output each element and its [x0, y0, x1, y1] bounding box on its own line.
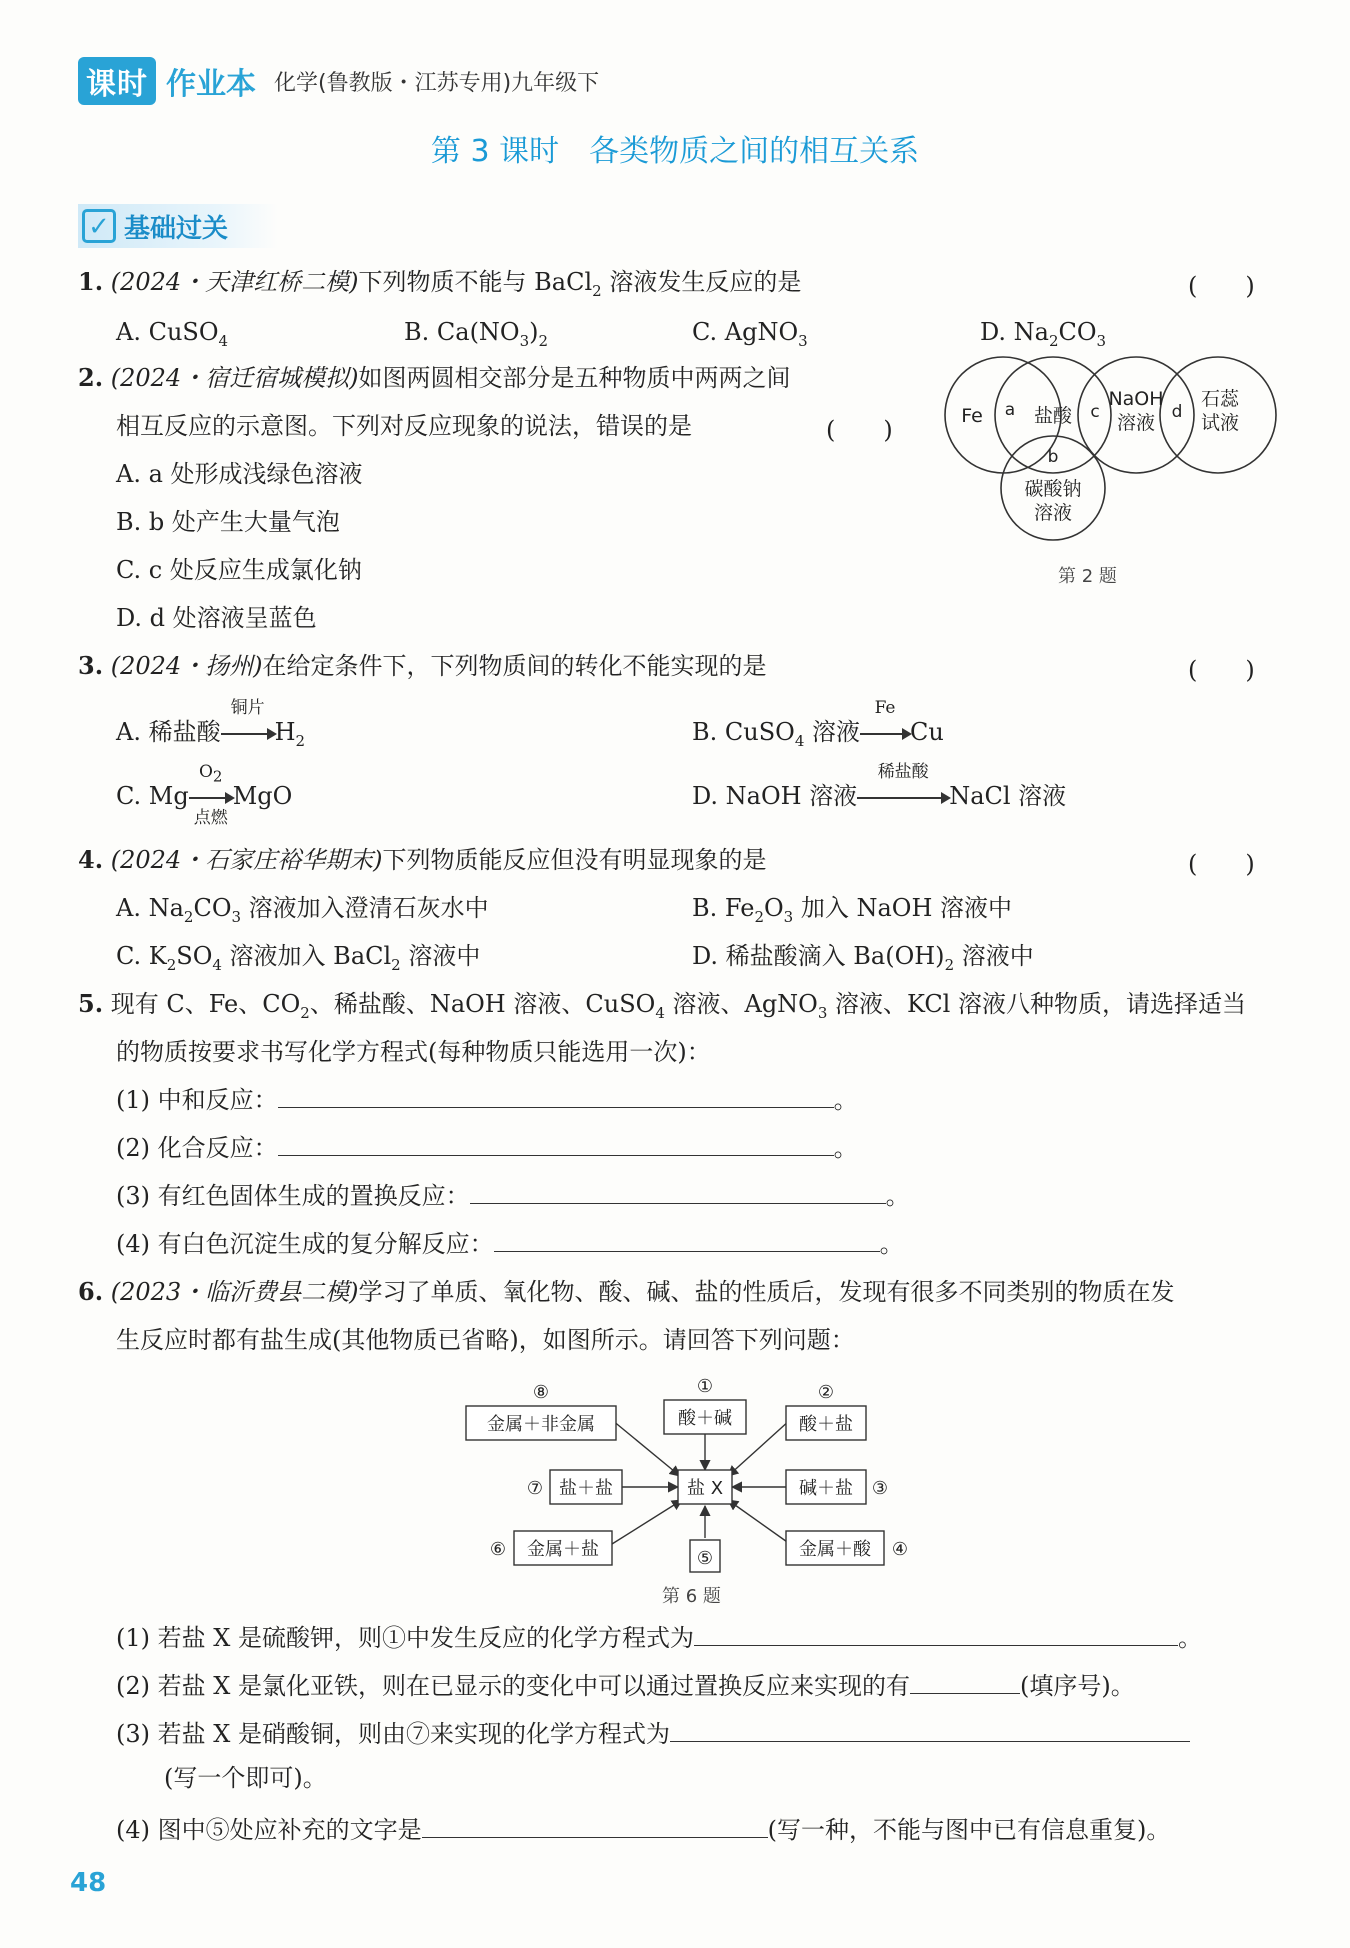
q3-option-d: D. NaOH 溶液 稀盐酸 NaCl 溶液	[692, 762, 1067, 810]
q2-figure-caption: 第 2 题	[1058, 566, 1117, 587]
q5-part1-blank[interactable]	[278, 1085, 834, 1108]
marker-6: ⑥	[489, 1539, 507, 1560]
marker-1: ①	[696, 1376, 714, 1397]
page-header	[78, 56, 599, 106]
circle-label-litmus-1: 石蕊	[1200, 388, 1240, 410]
q3-option-a: A. 稀盐酸 铜片 $H_2$	[116, 698, 306, 750]
q1-option-c: C. AgNO$_3$	[692, 318, 808, 350]
marker-2: ②	[817, 1382, 835, 1403]
q5-stem-line1: 5. 现有 C、Fe、$CO_2$、稀盐酸、NaOH 溶液、CuSO$_4$ 溶液、AgNO$_3$ 溶液、KCl 溶液八种物质，请选择适当	[78, 989, 1246, 1022]
intersection-label-d: d	[1171, 402, 1183, 422]
box-label-metal-acid: 金属＋酸	[799, 1539, 871, 1560]
circle-label-na2co3-1: 碳酸钠	[1024, 478, 1082, 500]
box-label-metal-salt: 金属＋盐	[527, 1539, 599, 1560]
box-label-acid-base: 酸＋碱	[678, 1408, 732, 1429]
section-header	[78, 204, 278, 248]
checkmark-icon: ✓	[82, 209, 116, 243]
marker-3: ③	[871, 1478, 889, 1499]
q2-stem-line2: 相互反应的示意图。下列对反应现象的说法，错误的是	[116, 412, 692, 440]
marker-5: ⑤	[696, 1548, 714, 1569]
q1-option-b: B. $Ca(NO_3)_2$	[404, 318, 549, 350]
q2-option-c: C. c 处反应生成氯化钠	[116, 556, 362, 584]
q2-option-d: D. d 处溶液呈蓝色	[116, 604, 317, 632]
marker-8: ⑧	[532, 1382, 550, 1403]
subject-label: 化学(鲁教版・江苏专用)九年级下	[274, 70, 600, 96]
q6-part1-blank[interactable]	[694, 1623, 1178, 1646]
q6-part4: (4) 图中⑤处应补充的文字是 (写一种，不能与图中已有信息重复)。	[116, 1816, 1171, 1844]
box-label-base-salt: 碱＋盐	[799, 1478, 853, 1499]
circle-label-naoh-1: NaOH	[1108, 388, 1164, 410]
brand-logo-text: 作业本	[166, 67, 256, 102]
brand-logo-box: 课时	[78, 57, 156, 105]
q6-salt-diagram	[460, 1368, 930, 1580]
q2-answer-paren: ( )	[826, 416, 893, 444]
section-label: 基础过关	[124, 213, 229, 244]
q2-option-a: A. a 处形成浅绿色溶液	[116, 460, 363, 488]
q2-option-b: B. b 处产生大量气泡	[116, 508, 340, 536]
q6-stem-line2: 生反应时都有盐生成(其他物质已省略)，如图所示。请回答下列问题：	[116, 1326, 855, 1354]
q5-part3-blank[interactable]	[470, 1181, 886, 1204]
q5-stem-line2: 的物质按要求书写化学方程式(每种物质只能选用一次)：	[116, 1038, 711, 1066]
circle-label-litmus-2: 试液	[1200, 412, 1240, 434]
center-label: 盐 X	[686, 1478, 724, 1499]
q6-part3: (3) 若盐 X 是硝酸铜，则由⑦来实现的化学方程式为	[116, 1718, 1190, 1750]
intersection-label-a: a	[1004, 400, 1016, 420]
q4-option-b: B. $Fe_2O_3$ 加入 NaOH 溶液中	[692, 894, 1013, 926]
q2-circles-diagram	[910, 355, 1280, 590]
q5-part2: (2) 化合反应： 。	[116, 1134, 858, 1162]
q2-stem-line1: 2. (2024・宿迁宿城模拟)如图两圆相交部分是五种物质中两两之间	[78, 363, 791, 392]
box-label-metal-nonmetal: 金属＋非金属	[487, 1414, 595, 1435]
q6-part2-blank[interactable]	[910, 1671, 1020, 1694]
marker-7: ⑦	[526, 1478, 544, 1499]
q4-option-a: A. $Na_2CO_3$ 溶液加入澄清石灰水中	[116, 894, 489, 926]
q6-part4-blank[interactable]	[422, 1815, 768, 1838]
q3-option-b: B. CuSO$_4$ 溶液 Fe Cu	[692, 698, 944, 750]
q4-stem: 4. (2024・石家庄裕华期末)下列物质能反应但没有明显现象的是	[78, 845, 767, 874]
page-number: 48	[70, 1868, 107, 1898]
q1-answer-paren: ( )	[1188, 272, 1255, 300]
q3-option-c: C. Mg $O_2$ 点燃 MgO	[116, 762, 293, 828]
q3-answer-paren: ( )	[1188, 656, 1255, 684]
q5-part4-blank[interactable]	[494, 1229, 880, 1252]
intersection-label-c: c	[1090, 402, 1100, 422]
box-label-acid-salt: 酸＋盐	[799, 1414, 853, 1435]
circle-label-fe: Fe	[961, 405, 983, 427]
box-label-salt-salt: 盐＋盐	[559, 1478, 613, 1499]
q4-option-d: D. 稀盐酸滴入 $Ba(OH)_2$ 溶液中	[692, 942, 1034, 974]
q1-option-a: A. CuSO$_4$	[116, 318, 229, 350]
circle-label-na2co3-2: 溶液	[1033, 502, 1073, 524]
q5-part2-blank[interactable]	[278, 1133, 834, 1156]
q6-part1: (1) 若盐 X 是硫酸钾，则①中发生反应的化学方程式为 。	[116, 1624, 1202, 1652]
q6-part3-cont: (写一个即可)。	[164, 1764, 327, 1792]
q5-part4: (4) 有白色沉淀生成的复分解反应： 。	[116, 1230, 904, 1258]
q4-answer-paren: ( )	[1188, 850, 1255, 878]
q6-figure-caption: 第 6 题	[662, 1586, 721, 1607]
q6-part3-blank[interactable]	[670, 1719, 1190, 1742]
marker-4: ④	[891, 1539, 909, 1560]
q5-part3: (3) 有红色固体生成的置换反应： 。	[116, 1182, 910, 1210]
q4-option-c: C. $K_2SO_4$ 溶液加入 BaCl$_2$ 溶液中	[116, 942, 481, 974]
q5-part1: (1) 中和反应： 。	[116, 1086, 858, 1114]
q3-stem: 3. (2024・扬州)在给定条件下，下列物质间的转化不能实现的是	[78, 651, 767, 680]
circle-label-naoh-2: 溶液	[1116, 412, 1156, 434]
q1-option-d: D. $Na_2CO_3$	[980, 318, 1107, 350]
intersection-label-b: b	[1047, 447, 1059, 467]
q6-stem-line1: 6. (2023・临沂费县二模)学习了单质、氧化物、酸、碱、盐的性质后，发现有很多不同类别的物质在发	[78, 1277, 1175, 1306]
q6-part2: (2) 若盐 X 是氯化亚铁，则在已显示的变化中可以通过置换反应来实现的有 (填序号)。	[116, 1672, 1135, 1700]
circle-label-hcl: 盐酸	[1033, 405, 1073, 427]
q1-stem: 1. (2024・天津红桥二模)下列物质不能与 BaCl$_2$ 溶液发生反应的是	[78, 267, 802, 300]
lesson-title: 第 3 课时 各类物质之间的相互关系	[430, 134, 920, 169]
